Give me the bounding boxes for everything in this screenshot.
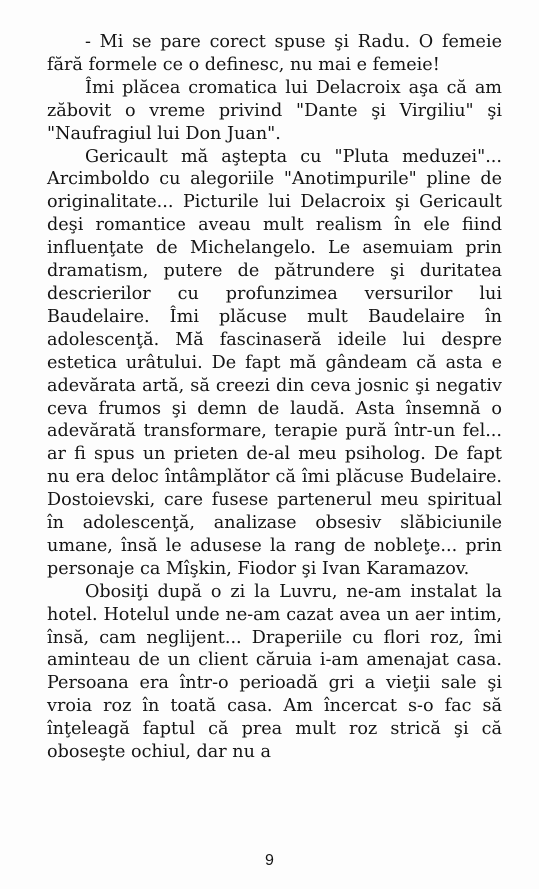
paragraph-1: - Mi se pare corect spuse şi Radu. O femeie fără formele ce o definesc, nu mai e femeie!: [47, 32, 502, 75]
paragraph-3: Gericault mă aştepta cu "Pluta meduzei"... Arcimboldo cu alegoriile "Anotimpurile" pline de originalitate... Picturile lui Delacroix şi Gericault deşi romantice aveau mult realism în ele fiind influenţate de Michelangelo. Le asemuiam prin dramatism, putere de pătrundere şi duritatea descrierilor cu profunzimea versurilor lui Baudelaire. Îmi plăcuse mult Baudelaire în adolescenţă. Mă fascinaseră ideile lui despre estetica urâtului. De fapt mă gândeam că asta e adevărata artă, să creezi din ceva josnic şi negativ ceva frumos şi demn de laudă. Asta însemnă o adevărată transformare, terapie pură într-un fel... ar fi spus un prieten de-al meu psiholog. De fapt nu era deloc întâmplător că îmi plăcuse Budelaire. Dostoievski, care fusese partenerul meu spiritual în adolescenţă, analizase obsesiv slăbiciunile umane, însă le adusese la rang de nobleţe... prin personaje ca Mîşkin, Fiodor şi Ivan Karamazov.: [47, 146, 502, 579]
body-text: [47, 31, 502, 764]
paragraph-4: Obosiţi după o zi la Luvru, ne-am instalat la hotel. Hotelul unde ne-am cazat avea un aer intim, însă, cam neglijent... Draperiile cu flori roz, îmi aminteau de un client căruia i-am amenajat casa. Persoana era într-o perioadă gri a vieţii sale şi vroia roz în toată casa. Am încercat s-o fac să înţeleagă faptul că prea mult roz strică şi că oboseşte ochiul, dar nu a: [47, 581, 502, 763]
page-number: 9: [265, 852, 274, 869]
paragraph-2: Îmi plăcea cromatica lui Delacroix aşa că am zăbovit o vreme privind "Dante şi Virgiliu" şi "Naufragiul lui Don Juan".: [47, 77, 502, 144]
